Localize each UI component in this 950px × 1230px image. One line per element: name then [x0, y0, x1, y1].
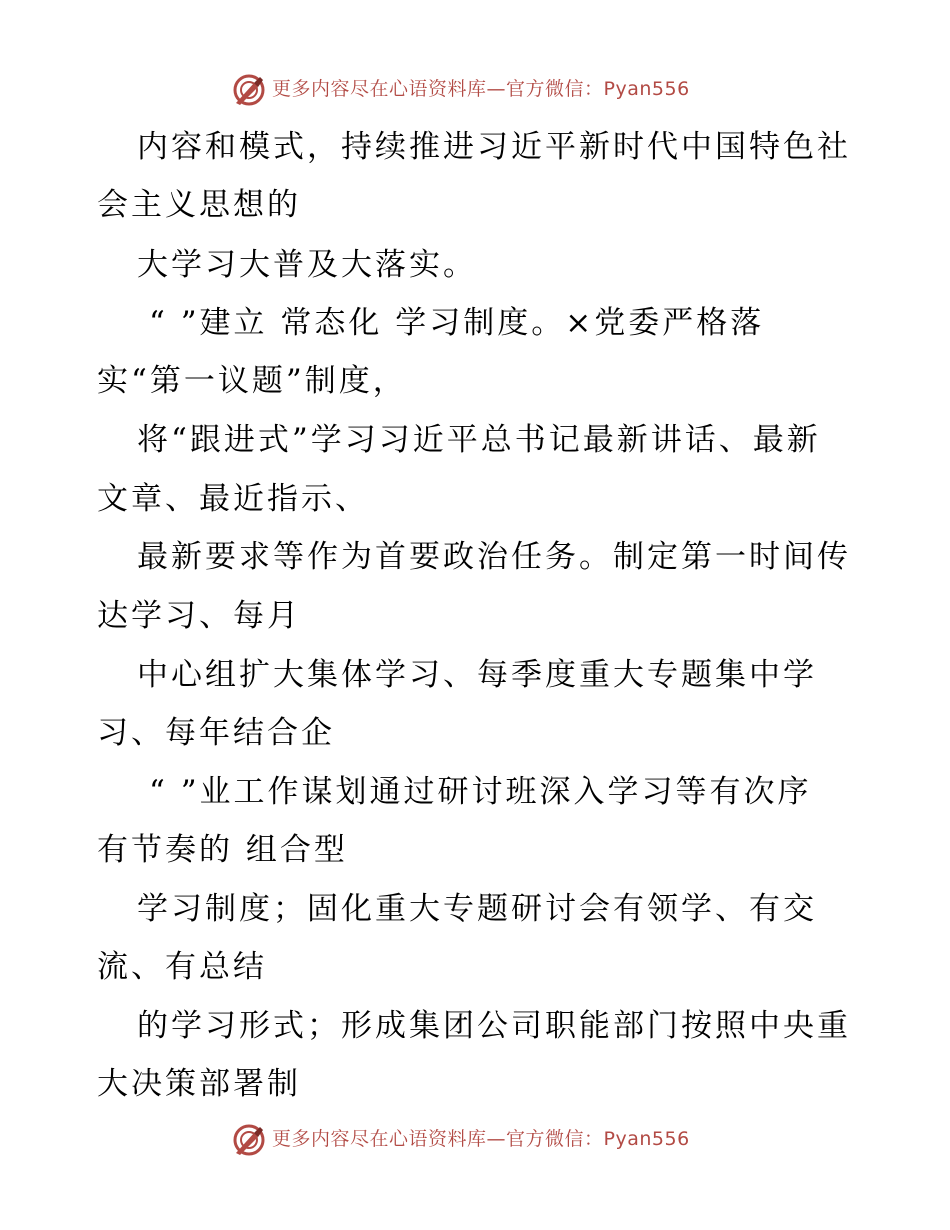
header-watermark: [0, 72, 950, 106]
body-line: 大决策部署制: [97, 1066, 301, 1102]
body-line: 流、有总结: [97, 949, 267, 985]
watermark-text: 更多内容尽在心语资料库—官方微信：Pyan556: [272, 1128, 690, 1150]
body-line: 有节奏的 组合型: [97, 832, 348, 868]
body-line: 习、每年结合企: [97, 715, 335, 751]
body-line: 大学习大普及大落实。: [137, 247, 477, 283]
body-line: “ ”业工作谋划通过研讨班深入学习等有次序: [149, 774, 812, 810]
body-line: 最新要求等作为首要政治任务。制定第一时间传: [137, 539, 851, 575]
pen-circle-logo-icon: [232, 1123, 266, 1157]
body-line: 将“跟进式”学习习近平总书记最新讲话、最新: [137, 422, 821, 458]
body-line: “ ”建立 常态化 学习制度。×党委严格落: [149, 305, 765, 341]
body-line: 会主义思想的: [97, 187, 301, 223]
body-line: 中心组扩大集体学习、每季度重大专题集中学: [137, 657, 817, 693]
footer-watermark: [0, 1122, 950, 1156]
watermark-text: 更多内容尽在心语资料库—官方微信：Pyan556: [272, 78, 690, 100]
body-line: 实“第一议题”制度，: [97, 363, 407, 399]
body-line: 文章、最近指示、: [97, 481, 369, 517]
body-line: 学习制度；固化重大专题研讨会有领学、有交: [137, 891, 817, 927]
pen-circle-logo-icon: [232, 73, 266, 107]
body-line: 的学习形式；形成集团公司职能部门按照中央重: [137, 1008, 851, 1044]
body-line: 内容和模式，持续推进习近平新时代中国特色社: [137, 129, 851, 165]
body-line: 达学习、每月: [97, 598, 301, 634]
